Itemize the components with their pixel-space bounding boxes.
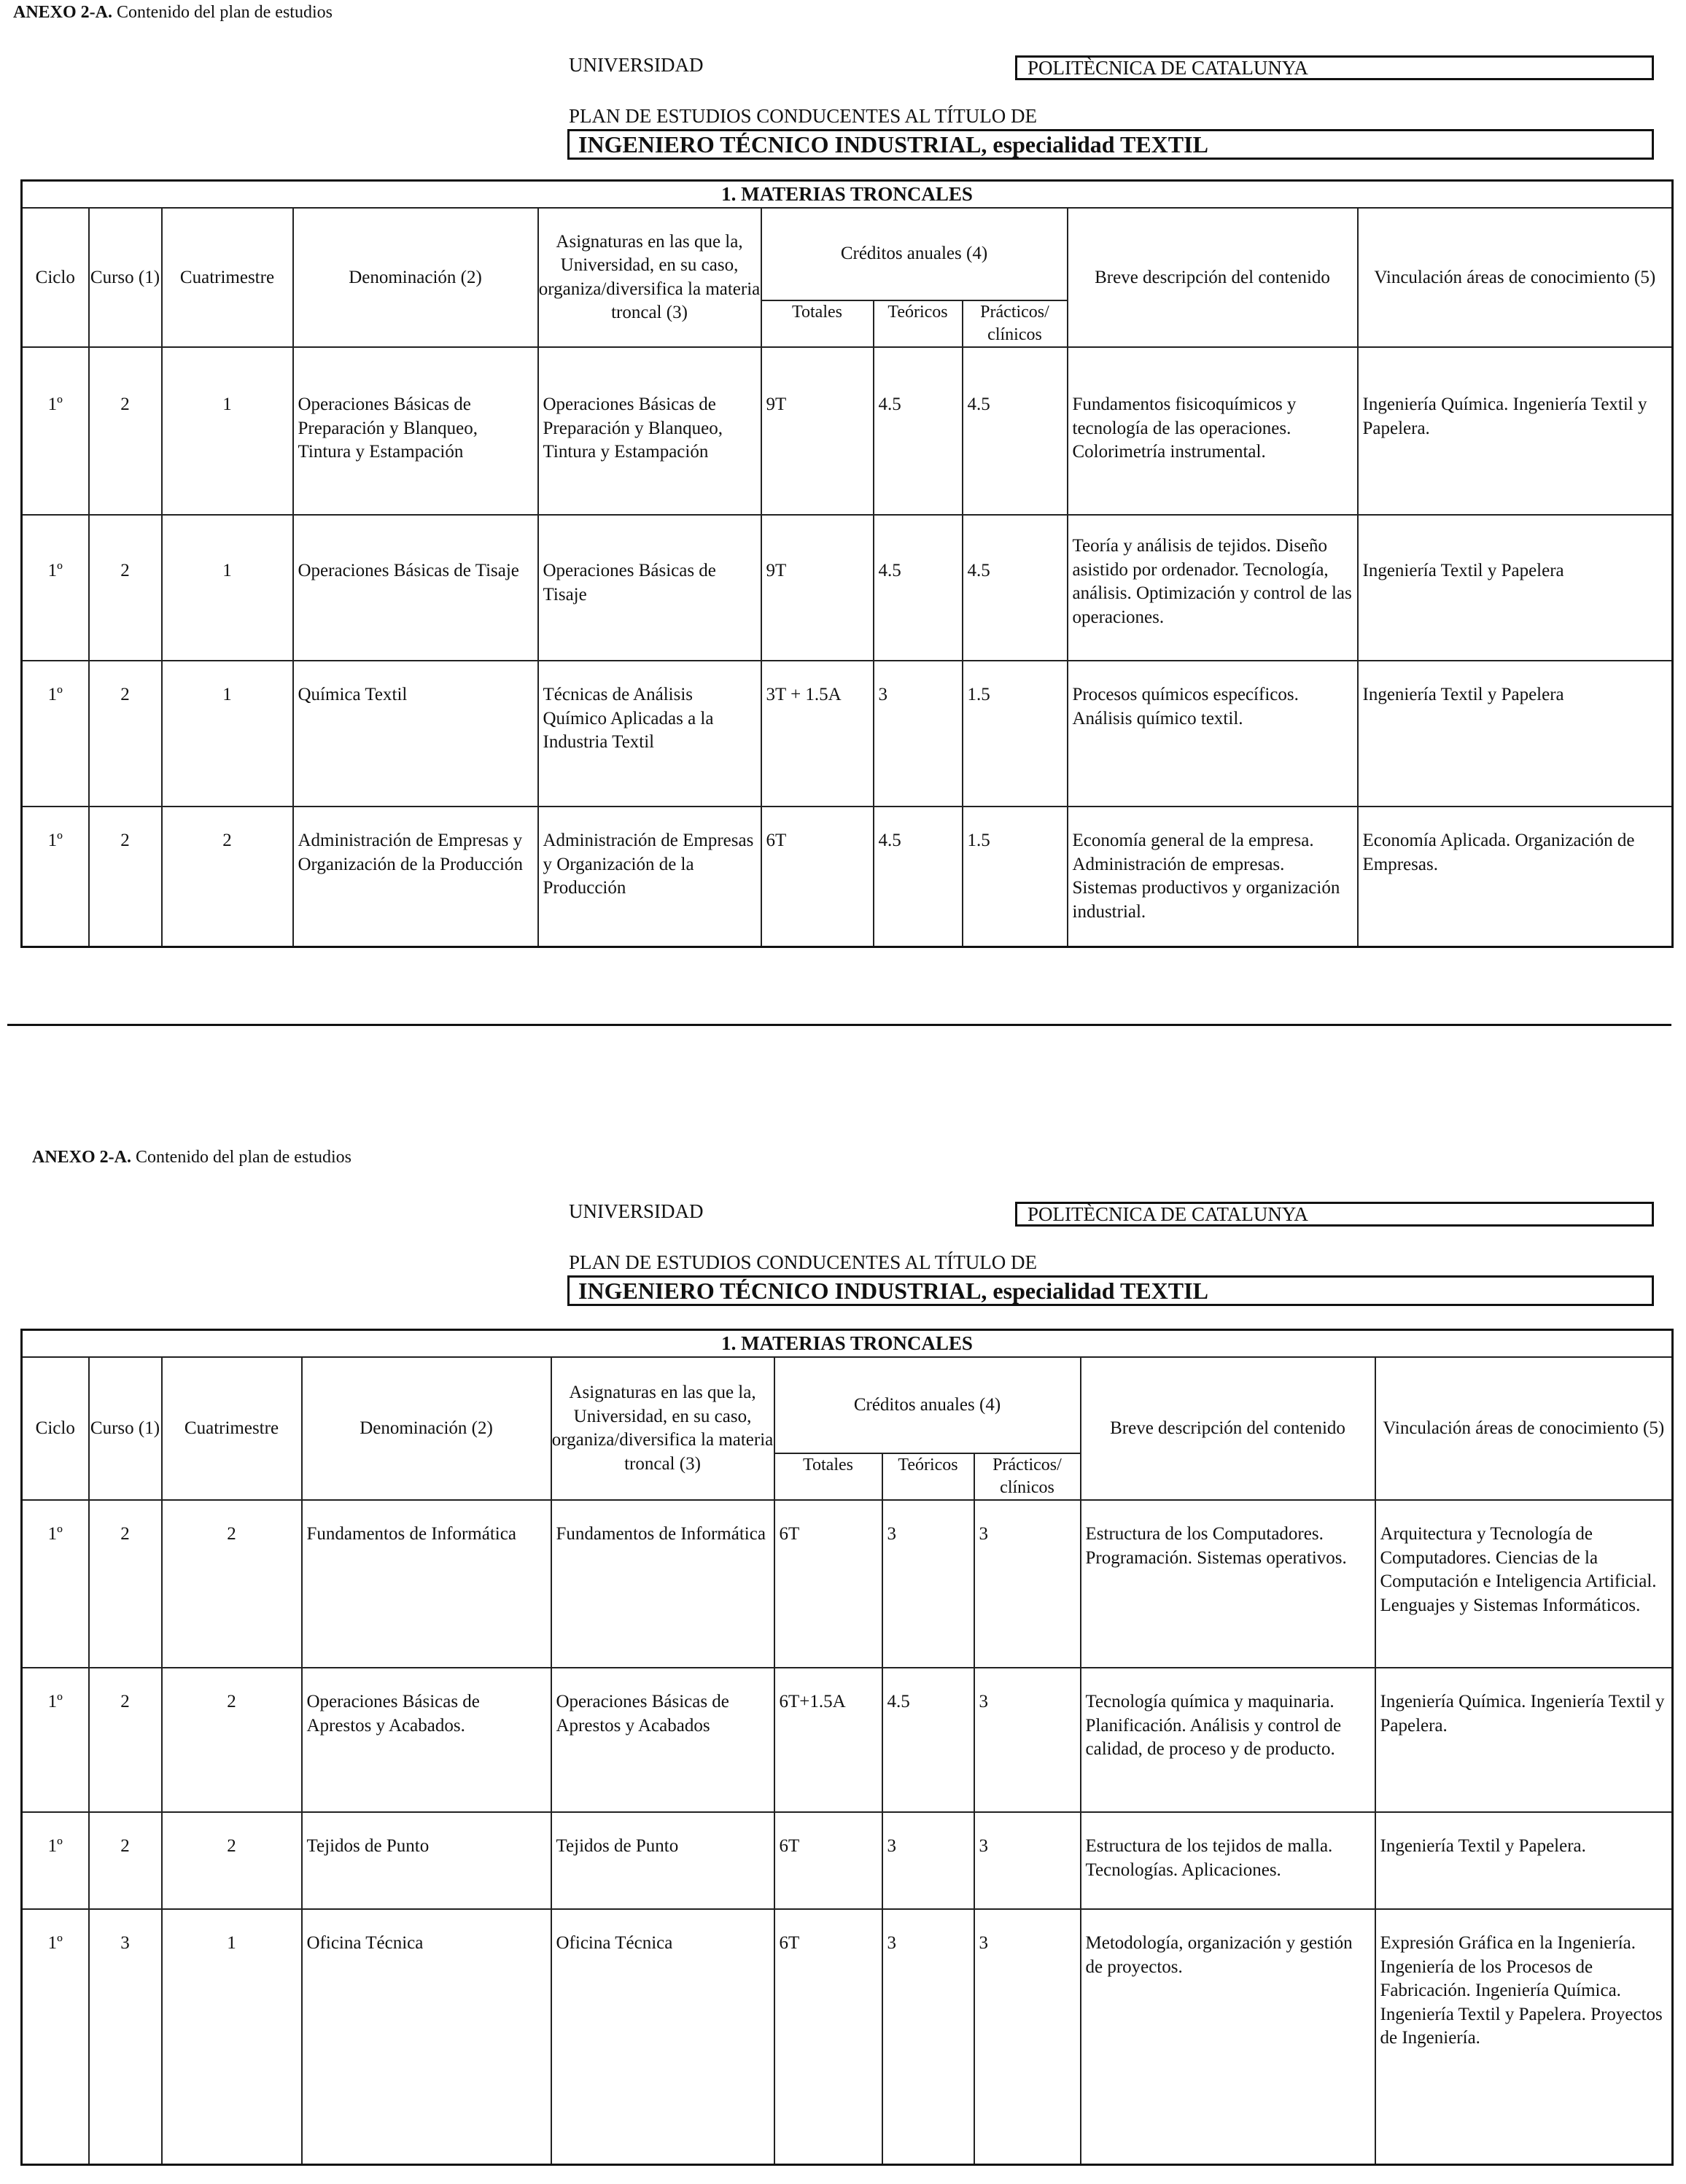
- cell-asignaturas: Fundamentos de Informática: [551, 1500, 774, 1668]
- cell-practicos: 1.5: [963, 807, 1068, 947]
- cell-totales: 6T+1.5A: [774, 1668, 882, 1812]
- table-row: [22, 1812, 1673, 1909]
- cell-cuatrimestre: 1: [162, 661, 293, 807]
- header-teoricos: Teóricos: [882, 1453, 974, 1500]
- cell-teoricos: 3: [882, 1812, 974, 1909]
- cell-denominacion: Administración de Empresas y Organización de la Producción: [293, 807, 538, 947]
- anexo-text: Contenido del plan de estudios: [117, 3, 333, 22]
- cell-ciclo: 1º: [22, 347, 89, 515]
- page-bottom-rule: [7, 1024, 1671, 1026]
- header-totales: Totales: [774, 1453, 882, 1500]
- universidad-label: UNIVERSIDAD: [569, 54, 704, 76]
- universidad-label: UNIVERSIDAD: [569, 1200, 704, 1222]
- header-breve: Breve descripción del contenido: [1068, 208, 1358, 347]
- cell-curso: 2: [89, 347, 162, 515]
- cell-totales: 6T: [774, 1812, 882, 1909]
- cell-breve: Economía general de la empresa. Administración de empresas. Sistemas productivos y organización industrial.: [1068, 807, 1358, 947]
- cell-asignaturas: Administración de Empresas y Organización de la Producción: [538, 807, 761, 947]
- plan-label: PLAN DE ESTUDIOS CONDUCENTES AL TÍTULO DE: [569, 1251, 1037, 1273]
- cell-teoricos: 4.5: [882, 1668, 974, 1812]
- cell-ciclo: 1º: [22, 1500, 89, 1668]
- table-row: [22, 807, 1673, 947]
- cell-practicos: 3: [974, 1500, 1081, 1668]
- anexo-label: ANEXO 2-A.: [32, 1148, 131, 1167]
- header-breve: Breve descripción del contenido: [1081, 1357, 1375, 1500]
- degree-title: INGENIERO TÉCNICO INDUSTRIAL, especialidad TEXTIL: [567, 1275, 1654, 1306]
- cell-cuatrimestre: 2: [162, 1668, 302, 1812]
- cell-curso: 2: [89, 1668, 162, 1812]
- cell-teoricos: 3: [874, 661, 963, 807]
- table-row: [22, 661, 1673, 807]
- cell-cuatrimestre: 1: [162, 1909, 302, 2164]
- cell-curso: 3: [89, 1909, 162, 2164]
- cell-vinculacion: Ingeniería Textil y Papelera: [1358, 661, 1673, 807]
- header-creditos: Créditos anuales (4): [761, 208, 1068, 300]
- header-vinculacion: Vinculación áreas de conocimiento (5): [1358, 208, 1673, 347]
- cell-cuatrimestre: 2: [162, 807, 293, 947]
- cell-vinculacion: Expresión Gráfica en la Ingeniería. Ingeniería de los Procesos de Fabricación. Ingeniería Química. Ingeniería Textil y Papelera. Proyectos de Ingeniería.: [1375, 1909, 1673, 2164]
- universidad-value: POLITÈCNICA DE CATALUNYA: [1015, 55, 1654, 80]
- cell-asignaturas: Operaciones Básicas de Preparación y Blanqueo, Tintura y Estampación: [538, 347, 761, 515]
- cell-teoricos: 4.5: [874, 347, 963, 515]
- header-cuatrimestre: Cuatrimestre: [162, 208, 293, 347]
- section-title: 1. MATERIAS TRONCALES: [22, 1330, 1673, 1358]
- header-creditos: Créditos anuales (4): [774, 1357, 1081, 1453]
- cell-totales: 3T + 1.5A: [761, 661, 874, 807]
- cell-curso: 2: [89, 661, 162, 807]
- header-practicos: Prácticos/ clínicos: [963, 300, 1068, 347]
- cell-practicos: 1.5: [963, 661, 1068, 807]
- cell-teoricos: 4.5: [874, 515, 963, 661]
- cell-cuatrimestre: 1: [162, 515, 293, 661]
- cell-practicos: 4.5: [963, 347, 1068, 515]
- header-cuatrimestre: Cuatrimestre: [162, 1357, 302, 1500]
- document-page-2: [0, 1138, 1686, 2184]
- cell-teoricos: 3: [882, 1500, 974, 1668]
- section-title: 1. MATERIAS TRONCALES: [22, 181, 1673, 209]
- cell-vinculacion: Ingeniería Química. Ingeniería Textil y Papelera.: [1358, 347, 1673, 515]
- cell-cuatrimestre: 2: [162, 1812, 302, 1909]
- cell-ciclo: 1º: [22, 1909, 89, 2164]
- cell-breve: Estructura de los tejidos de malla. Tecnologías. Aplicaciones.: [1081, 1812, 1375, 1909]
- cell-vinculacion: Arquitectura y Tecnología de Computadores. Ciencias de la Computación e Inteligencia Artificial. Lenguajes y Sistemas Informáticos.: [1375, 1500, 1673, 1668]
- cell-denominacion: Fundamentos de Informática: [302, 1500, 551, 1668]
- cell-vinculacion: Ingeniería Química. Ingeniería Textil y Papelera.: [1375, 1668, 1673, 1812]
- cell-curso: 2: [89, 1500, 162, 1668]
- cell-breve: Metodología, organización y gestión de proyectos.: [1081, 1909, 1375, 2164]
- degree-title: INGENIERO TÉCNICO INDUSTRIAL, especialidad TEXTIL: [567, 129, 1654, 160]
- table-row: [22, 1909, 1673, 2164]
- cell-ciclo: 1º: [22, 1812, 89, 1909]
- table-row: [22, 515, 1673, 661]
- cell-curso: 2: [89, 1812, 162, 1909]
- cell-totales: 6T: [774, 1500, 882, 1668]
- cell-breve: Tecnología química y maquinaria. Planificación. Análisis y control de calidad, de proceso y de producto.: [1081, 1668, 1375, 1812]
- troncales-table: [20, 179, 1674, 948]
- anexo-text: Contenido del plan de estudios: [136, 1148, 351, 1167]
- troncales-table: [20, 1329, 1674, 2166]
- cell-cuatrimestre: 1: [162, 347, 293, 515]
- anexo-label: ANEXO 2-A.: [13, 3, 112, 22]
- header-vinculacion: Vinculación áreas de conocimiento (5): [1375, 1357, 1673, 1500]
- table-row: [22, 347, 1673, 515]
- header-ciclo: Ciclo: [22, 208, 89, 347]
- universidad-value: POLITÈCNICA DE CATALUNYA: [1015, 1202, 1654, 1227]
- anexo-heading: [32, 1148, 351, 1167]
- cell-asignaturas: Operaciones Básicas de Tisaje: [538, 515, 761, 661]
- cell-practicos: 3: [974, 1812, 1081, 1909]
- cell-denominacion: Operaciones Básicas de Preparación y Blanqueo, Tintura y Estampación: [293, 347, 538, 515]
- cell-ciclo: 1º: [22, 1668, 89, 1812]
- table-row: [22, 1668, 1673, 1812]
- header-practicos: Prácticos/ clínicos: [974, 1453, 1081, 1500]
- header-denominacion: Denominación (2): [302, 1357, 551, 1500]
- cell-curso: 2: [89, 515, 162, 661]
- cell-denominacion: Oficina Técnica: [302, 1909, 551, 2164]
- cell-denominacion: Tejidos de Punto: [302, 1812, 551, 1909]
- cell-breve: Procesos químicos específicos. Análisis químico textil.: [1068, 661, 1358, 807]
- header-denominacion: Denominación (2): [293, 208, 538, 347]
- cell-breve: Teoría y análisis de tejidos. Diseño asistido por ordenador. Tecnología, análisis. Optimización y control de las operaciones.: [1068, 515, 1358, 661]
- cell-breve: Fundamentos fisicoquímicos y tecnología de las operaciones. Colorimetría instrumental.: [1068, 347, 1358, 515]
- cell-asignaturas: Operaciones Básicas de Aprestos y Acabados: [551, 1668, 774, 1812]
- header-teoricos: Teóricos: [874, 300, 963, 347]
- header-ciclo: Ciclo: [22, 1357, 89, 1500]
- cell-practicos: 4.5: [963, 515, 1068, 661]
- cell-teoricos: 4.5: [874, 807, 963, 947]
- cell-totales: 9T: [761, 515, 874, 661]
- cell-denominacion: Operaciones Básicas de Tisaje: [293, 515, 538, 661]
- cell-teoricos: 3: [882, 1909, 974, 2164]
- header-curso: Curso (1): [89, 208, 162, 347]
- cell-vinculacion: Ingeniería Textil y Papelera: [1358, 515, 1673, 661]
- cell-totales: 9T: [761, 347, 874, 515]
- header-curso: Curso (1): [89, 1357, 162, 1500]
- cell-denominacion: Química Textil: [293, 661, 538, 807]
- cell-ciclo: 1º: [22, 515, 89, 661]
- cell-curso: 2: [89, 807, 162, 947]
- cell-totales: 6T: [761, 807, 874, 947]
- plan-label: PLAN DE ESTUDIOS CONDUCENTES AL TÍTULO DE: [569, 105, 1037, 127]
- cell-ciclo: 1º: [22, 807, 89, 947]
- header-asignaturas: Asignaturas en las que la, Universidad, en su caso, organiza/diversifica la materia troncal (3): [538, 208, 761, 347]
- cell-asignaturas: Oficina Técnica: [551, 1909, 774, 2164]
- cell-vinculacion: Ingeniería Textil y Papelera.: [1375, 1812, 1673, 1909]
- cell-practicos: 3: [974, 1909, 1081, 2164]
- cell-totales: 6T: [774, 1909, 882, 2164]
- document-page-1: [0, 0, 1686, 1050]
- cell-vinculacion: Economía Aplicada. Organización de Empresas.: [1358, 807, 1673, 947]
- anexo-heading: [13, 3, 333, 23]
- cell-denominacion: Operaciones Básicas de Aprestos y Acabados.: [302, 1668, 551, 1812]
- cell-cuatrimestre: 2: [162, 1500, 302, 1668]
- header-totales: Totales: [761, 300, 874, 347]
- cell-ciclo: 1º: [22, 661, 89, 807]
- cell-breve: Estructura de los Computadores. Programación. Sistemas operativos.: [1081, 1500, 1375, 1668]
- cell-asignaturas: Técnicas de Análisis Químico Aplicadas a la Industria Textil: [538, 661, 761, 807]
- table-row: [22, 1500, 1673, 1668]
- cell-asignaturas: Tejidos de Punto: [551, 1812, 774, 1909]
- cell-practicos: 3: [974, 1668, 1081, 1812]
- header-asignaturas: Asignaturas en las que la, Universidad, en su caso, organiza/diversifica la materia troncal (3): [551, 1357, 774, 1500]
